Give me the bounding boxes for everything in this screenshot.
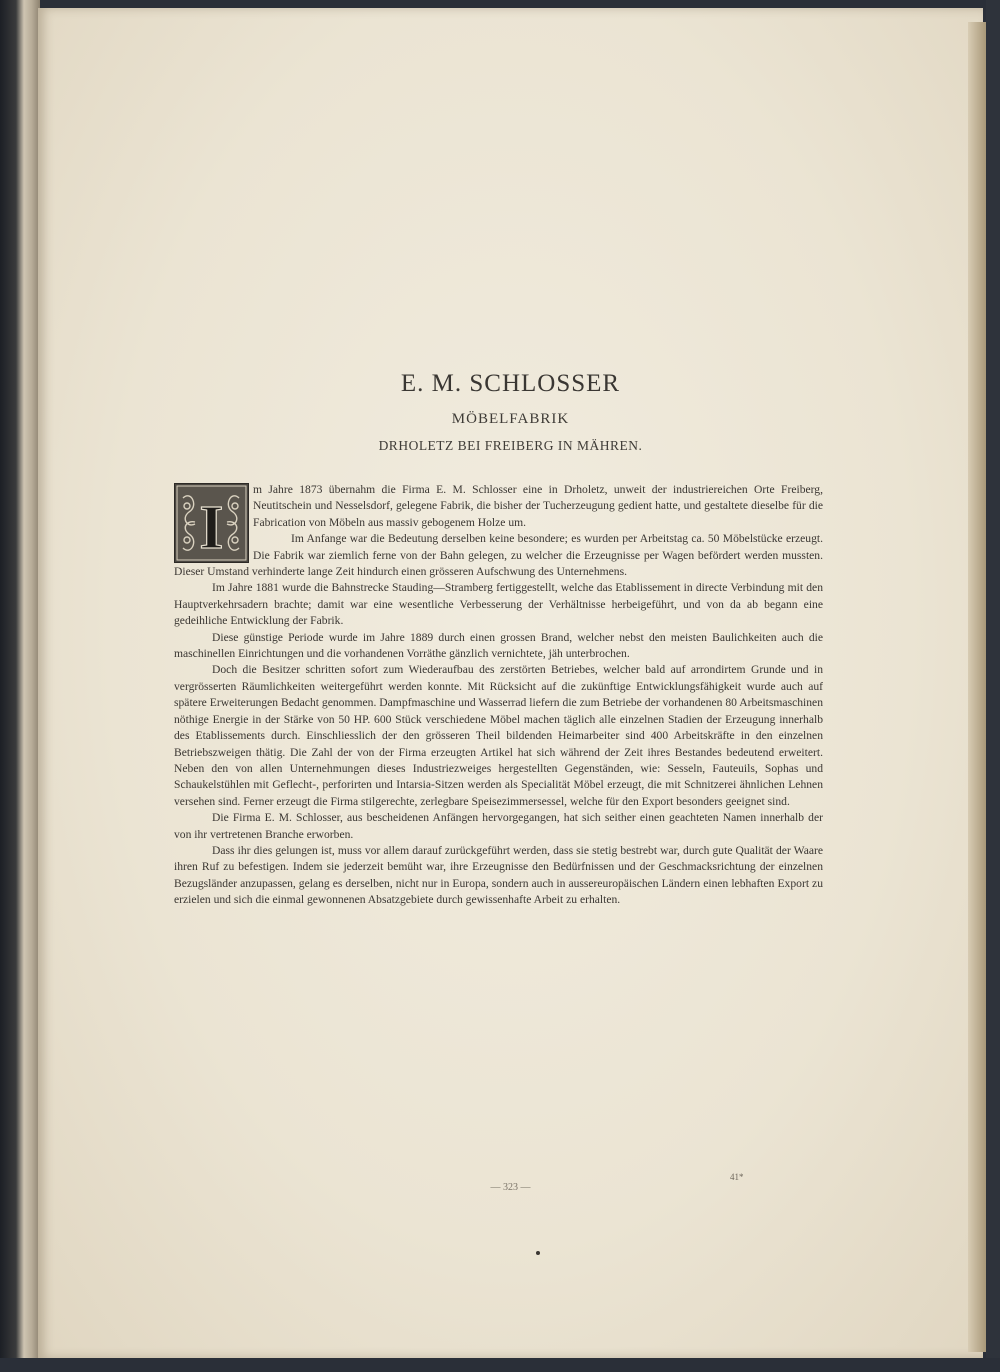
paragraph: Die Firma E. M. Schlosser, aus bescheidenen Anfängen hervorgegangen, hat sich seither einen geachteten Namen innerhalb der von ihr vertretenen Branche erworben.	[174, 811, 823, 841]
article-body	[174, 482, 823, 909]
paragraph: Doch die Besitzer schritten sofort zum Wiederaufbau des zerstörten Betriebes, welcher bald auf arrondirtem Grunde und in vergrösserten Räumlichkeiten weitergeführt werden konnte. Mit Rücksicht auf die zukünftige Entwicklungsfähigkeit wurde auch auf spätere Erweiterungen Bedacht genommen. Dampfmaschine und Wasserrad liefern die zum Betriebe der vorhandenen 80 Arbeitsmaschinen nöthige Energie in der Stärke von 50 HP. 600 Stück verschiedene Möbel machen täglich alle einzelnen Stadien der Erzeugung innerhalb des Etablissements durch. Einschliesslich der den grösseren Theil bildenden Heimarbeiter sind 400 Arbeitskräfte in den einzelnen Betriebszweigen thätig. Die Zahl der von der Firma erzeugten Artikel hat sich während der Zeit ihres Bestandes bedeutend erweitert. Neben den von allen Unternehmungen dieses Industriezweiges hergestellten Gegenständen, wie: Sesseln, Fauteuils, Sophas und Schaukelstühlen mit Geflecht-, perforirten und Intarsia-Sitzen werden als Specialität Möbel erzeugt, die mit Schnitzerei ähnlichen Lehnen versehen sind. Ferner erzeugt die Firma stilgerechte, zerlegbare Speisezimmersessel, welche für den Export besonders geeignet sind.	[174, 663, 823, 808]
initial-glyph: I	[199, 494, 224, 562]
page-stack-edge	[968, 22, 986, 1352]
paragraph: Im Anfange war die Bedeutung derselben keine besondere; es wurden per Arbeitstag ca. 50 Möbelstücke erzeugt. Die Fabrik war ziemlich ferne von der Bahn gelegen, zu welcher die Erzeugnisse per Wagen befördert werden mussten. Dieser Umstand verhinderte lange Zeit hindurch einen grösseren Aufschwung des Unternehmens.	[174, 532, 823, 579]
page-title: E. M. SCHLOSSER	[400, 370, 621, 397]
signature-mark: 41*	[730, 1172, 744, 1182]
paragraph: m Jahre 1873 übernahm die Firma E. M. Schlosser eine in Drholetz, unweit der industriereichen Orte Freiberg, Neutitschein und Nesselsdorf, gelegene Fabrik, die bisher der Tucherzeugung gedient hatte, und gestaltete dieselbe für die Fabrication von Möbeln aus massiv gebogenem Holze um.	[253, 483, 823, 529]
background-bottom	[0, 1358, 1000, 1372]
paragraph: Diese günstige Periode wurde im Jahre 1889 durch einen grossen Brand, welcher nebst den meisten Baulichkeiten auch die maschinellen Einrichtungen und die vorhandenen Vorräthe gänzlich vernichtete, jäh unterbrochen.	[174, 630, 823, 661]
company-location: DRHOLETZ BEI FREIBERG IN MÄHREN.	[378, 438, 643, 453]
book-spine-edge	[0, 0, 40, 1372]
ink-speck	[536, 1251, 540, 1255]
background-right	[986, 0, 1000, 1372]
page-number: — 323 —	[490, 1182, 531, 1193]
paragraph: Im Jahre 1881 wurde die Bahnstrecke Stauding—Stramberg fertiggestellt, welche das Etablissement in directe Verbindung mit den Hauptverkehrsadern brachte; damit war eine wesentliche Verbesserung der Verhältnisse herbeigeführt, und von da ab begann eine gedeihliche Entwicklung der Fabrik.	[174, 581, 823, 628]
page-subtitle: MÖBELFABRIK	[451, 411, 570, 427]
book-page	[38, 8, 983, 1358]
paragraph: Dass ihr dies gelungen ist, muss vor allem darauf zurückgeführt werden, dass sie stetig bestrebt war, durch gute Qualität der Waare ihren Ruf zu befestigen. Indem sie jederzeit bemüht war, ihre Erzeugnisse den Bedürfnissen und der Geschmacksrichtung der einzelnen Bezugsländer anzupassen, gelang es derselben, nicht nur in Europa, sondern auch in aussereuropäischen Ländern einen lebhaften Export zu erzielen und sich die einmal gewonnenen Absatzgebiete durch gewissenhafte Arbeit zu erhalten.	[174, 843, 823, 907]
